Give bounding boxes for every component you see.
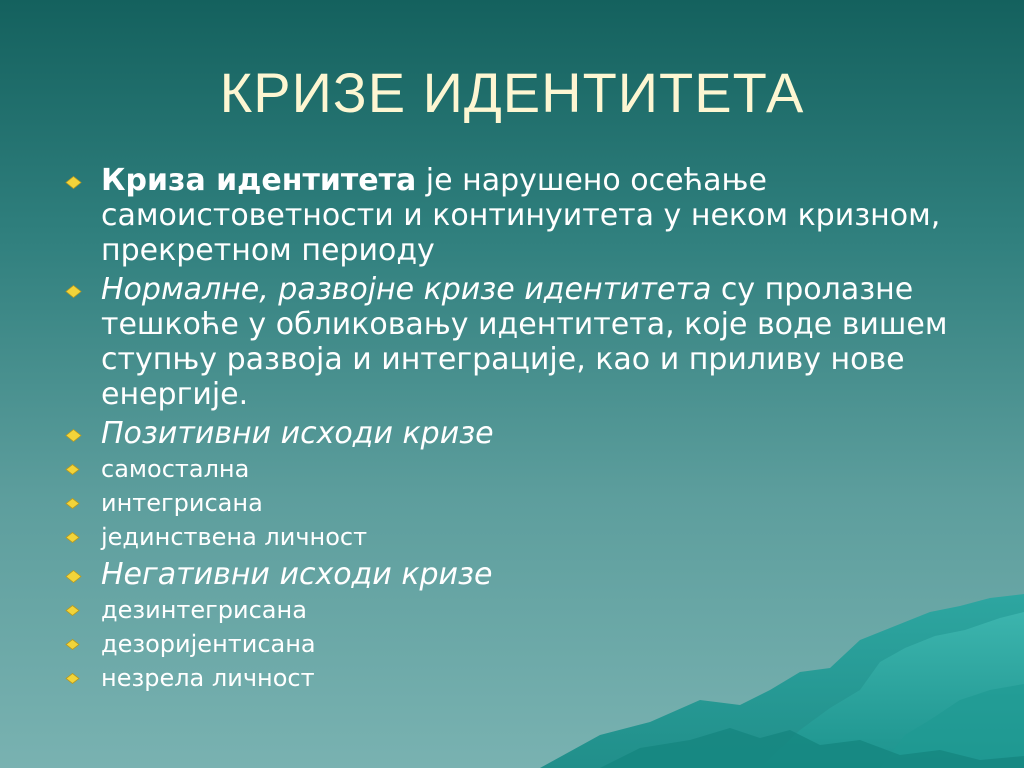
list-item-text: јединствена личност (101, 523, 368, 551)
diamond-bullet-icon (65, 429, 82, 442)
list-item (62, 489, 982, 517)
diamond-bullet-icon (65, 464, 80, 475)
list-item (62, 557, 982, 592)
list-item (62, 596, 982, 624)
diamond-bullet-icon (65, 673, 80, 684)
list-item (62, 664, 982, 692)
list-item (62, 272, 982, 412)
definition-text: је нарушено осећање самоистоветности и континуитета у неком кризном, прекретном периоду (101, 163, 941, 268)
list-item-text: дезоријентисана (101, 630, 316, 658)
diamond-bullet-icon (65, 176, 82, 189)
list-item-text: самостална (101, 455, 250, 483)
list-item (62, 455, 982, 483)
diamond-bullet-icon (65, 285, 82, 298)
diamond-bullet-icon (65, 532, 80, 543)
list-item-text: интегрисана (101, 489, 263, 517)
heading-text: Негативни исходи кризе (101, 557, 493, 592)
list-item (62, 630, 982, 658)
list-item (62, 163, 982, 268)
list-item (62, 416, 982, 451)
heading-text: Позитивни исходи кризе (101, 416, 494, 451)
diamond-bullet-icon (65, 639, 80, 650)
term-text: Нормалне, развојне кризе идентитета (101, 272, 712, 307)
bullet-list (62, 163, 982, 698)
list-item (62, 523, 982, 551)
diamond-bullet-icon (65, 570, 82, 583)
list-item-text: незрела личност (101, 664, 315, 692)
diamond-bullet-icon (65, 605, 80, 616)
definition-text: су пролазне тешкоће у обликовању идентитета, које воде вишем ступњу развоја и интеграције, као и приливу нове енергије. (101, 272, 948, 412)
list-item-text: дезинтегрисана (101, 596, 307, 624)
diamond-bullet-icon (65, 498, 80, 509)
slide-title: КРИЗЕ ИДЕНТИТЕТА (219, 61, 805, 124)
term-text: Криза идентитета (101, 163, 417, 198)
